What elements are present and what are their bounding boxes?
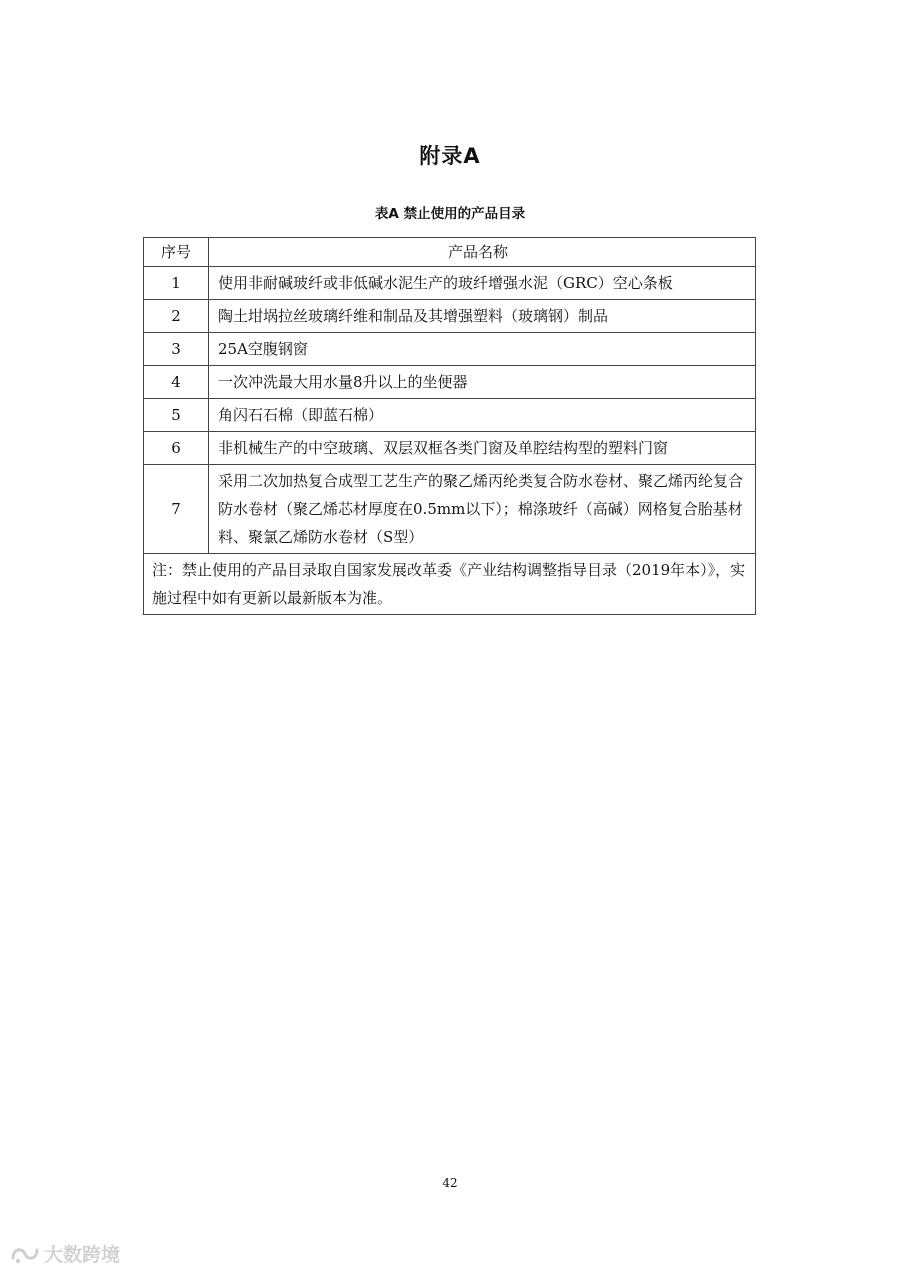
table-note: 注：禁止使用的产品目录取自国家发展改革委《产业结构调整指导目录（2019年本）》，实施过程中如有更新以最新版本为准。 bbox=[144, 554, 756, 615]
row-number: 7 bbox=[144, 465, 209, 554]
watermark bbox=[10, 1240, 120, 1267]
watermark-text: 大数跨境 bbox=[44, 1244, 121, 1266]
table-row bbox=[144, 399, 756, 432]
header-product-name: 产品名称 bbox=[209, 238, 756, 267]
row-number: 1 bbox=[144, 267, 209, 300]
table-row bbox=[144, 465, 756, 554]
product-name-cell: 陶土坩埚拉丝玻璃纤维和制品及其增强塑料（玻璃钢）制品 bbox=[209, 300, 756, 333]
table-row bbox=[144, 267, 756, 300]
table-row bbox=[144, 300, 756, 333]
row-number: 3 bbox=[144, 333, 209, 366]
table-caption: 表A 禁止使用的产品目录 bbox=[374, 206, 526, 222]
prohibited-products-table bbox=[143, 237, 756, 615]
brand-logo-icon bbox=[10, 1243, 40, 1265]
product-name-cell: 一次冲洗最大用水量8升以上的坐便器 bbox=[209, 366, 756, 399]
product-name-cell: 角闪石石棉（即蓝石棉） bbox=[209, 399, 756, 432]
product-name-cell: 使用非耐碱玻纤或非低碱水泥生产的玻纤增强水泥（GRC）空心条板 bbox=[209, 267, 756, 300]
page-title: 附录A bbox=[419, 144, 481, 168]
page-number: 42 bbox=[442, 1176, 458, 1190]
row-number: 4 bbox=[144, 366, 209, 399]
table-row bbox=[144, 333, 756, 366]
row-number: 6 bbox=[144, 432, 209, 465]
product-name-cell: 采用二次加热复合成型工艺生产的聚乙烯丙纶类复合防水卷材、聚乙烯丙纶复合防水卷材（聚乙烯芯材厚度在0.5mm以下）；棉涤玻纤（高碱）网格复合胎基材料、聚氯乙烯防水卷材（S型） bbox=[209, 465, 756, 554]
table-header-row bbox=[144, 238, 756, 267]
table-row bbox=[144, 432, 756, 465]
table-note-row bbox=[144, 554, 756, 615]
table-row bbox=[144, 366, 756, 399]
row-number: 2 bbox=[144, 300, 209, 333]
product-name-cell: 非机械生产的中空玻璃、双层双框各类门窗及单腔结构型的塑料门窗 bbox=[209, 432, 756, 465]
product-name-cell: 25A空腹钢窗 bbox=[209, 333, 756, 366]
row-number: 5 bbox=[144, 399, 209, 432]
header-serial-number: 序号 bbox=[144, 238, 209, 267]
